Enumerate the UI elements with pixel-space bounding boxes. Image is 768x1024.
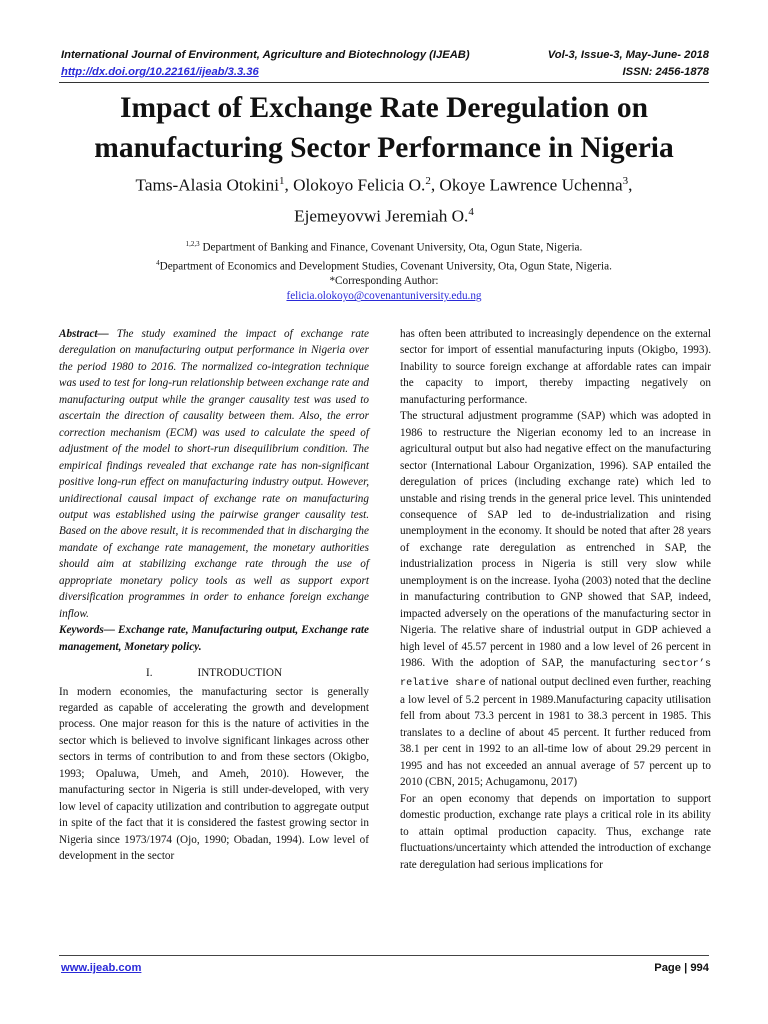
journal-name: International Journal of Environment, Agriculture and Biotechnology (IJEAB): [61, 49, 470, 61]
affiliation-2-text: Department of Economics and Development Studies, Covenant University, Ota, Ogun State, Nigeria.: [159, 260, 612, 273]
abstract: [59, 326, 369, 622]
affiliation-2: [50, 256, 718, 275]
issn: ISSN: 2456-1878: [622, 66, 709, 78]
doi-link[interactable]: http://dx.doi.org/10.22161/ijeab/3.3.36: [61, 66, 259, 78]
section-heading: [59, 665, 369, 681]
volume-issue: Vol-3, Issue-3, May-June- 2018: [547, 49, 709, 61]
section-number: I.: [145, 667, 153, 680]
author-2-sup: 2: [425, 175, 431, 187]
author-2: , Olokoyo Felicia O.: [284, 175, 426, 195]
corresponding-email-link[interactable]: felicia.olokoyo@covenantuniversity.edu.ng: [286, 290, 482, 303]
author-4: Ejemeyovwi Jeremiah O.: [294, 206, 469, 226]
author-list: [50, 168, 718, 229]
author-1: Tams-Alasia Otokini: [135, 175, 279, 195]
website-link[interactable]: www.ijeab.com: [61, 962, 142, 974]
intro-paragraph-3-part-b: of national output declined even further, reaching a low level of 5.2 percent in 1989.Manufacturing capacity utilisation fell from about 73.3 percent in 1981 to 38.3 percent in 1985. This translates to a decline of about 45 percent. It further reduced from 38.1 per cent in 1992 to an all-time low of about 29.29 percent in 1995 and has not exceeded an annual average of 57 percent up to 2010 (CBN, 2015; Achugamonu, 2017): [400, 675, 712, 789]
footer-divider: [59, 955, 709, 956]
header-divider: [59, 82, 709, 83]
left-column: [59, 326, 369, 865]
affiliation-1-sup: 1,2,3: [185, 240, 200, 248]
author-4-sup: 4: [468, 205, 474, 218]
abstract-label: Abstract—: [59, 328, 109, 340]
right-column: [400, 326, 711, 873]
affiliations: [50, 237, 718, 304]
author-sep: ,: [628, 175, 633, 195]
intro-paragraph-3: [400, 408, 711, 790]
intro-paragraph-3-mono: sector’s relative share: [400, 659, 711, 689]
affiliation-1-text: Department of Banking and Finance, Covenant University, Ota, Ogun State, Nigeria.: [199, 241, 583, 254]
section-title: INTRODUCTION: [197, 667, 283, 680]
intro-paragraph-2: has often been attributed to increasingly dependence on the external sector for import of essential manufacturing inputs (Okigbo, 1993). Inability to source foreign exchange at affordable rates can impair the capacity to import, thereby impacting negatively on manufacturing performance.: [400, 328, 711, 406]
paper-title: Impact of Exchange Rate Deregulation on manufacturing Sector Performance in Nigeria: [94, 92, 674, 164]
affiliation-2-sup: 4: [156, 258, 160, 267]
author-1-sup: 1: [278, 175, 285, 187]
intro-paragraph-4: For an open economy that depends on importation to support domestic production, exchange rate plays a critical role in its ability to attain optimal production capacity. Thus, exchange rate fluctuations/uncertainty which attended the introduction of exchange rate deregulation had serious implications for: [400, 792, 711, 871]
intro-paragraph-3-part-a: The structural adjustment programme (SAP) which was adopted in 1986 to restructure the Nigerian economy led to an increase in agricultural output but also had negative effect on the manufacturing sector (International Labour Organization, 1996). SAP entailed the deregulation of prices (including exchange rate) which led to unstable and rising trends in the general price level. This unintended consequence of SAP led to de-industrialization and rising unemployment in the economy. It should be noted that after 28 years of exchange rate deregulation as entrenched in SAP, the industrialization process in Nigeria is still very slow while unemployment is on the increase. Iyoha (2003) noted that the decline in manufacturing contribution to GNP showed that SAP, indeed, impacted adversely on the operations of the manufacturing sector in Nigeria. The relative share of industrial output in GDP achieved a high level of 45.57 percent in 1980 and a low level of 26 percent in 1986. With the adoption of SAP, the manufacturing: [400, 410, 711, 670]
affiliation-1: [50, 237, 718, 256]
keywords: Keywords— Exchange rate, Manufacturing output, Exchange rate management, Monetary policy.: [59, 624, 369, 653]
corresponding-author-label: *Corresponding Author:: [329, 275, 439, 288]
intro-paragraph-1: In modern economies, the manufacturing sector is generally regarded as capable of accelerating the growth and development process. One major reason for this is the nature of activities in the sector which is believed to involve significant linkages across other sectors in terms of contribution to and from these sectors (Okigbo, 1993; Opaluwa, Umeh, and Ameh, 2010). However, the manufacturing sector in Nigeria is still under-developed, with very low level of capacity utilization and contribution to aggregate output in spite of the fact that it is considered the fastest growing sector in Nigeria since 1973/1974 (Ojo, 1990; Obadan, 1994). Low level of development in the sector: [59, 685, 369, 863]
author-3: , Okoye Lawrence Uchenna: [430, 175, 623, 195]
abstract-text: The study examined the impact of exchange rate deregulation on manufacturing output performance in Nigeria over the period 1980 to 2016. The normalized co-integration technique was used to test for long-run relationship between exchange rate and manufacturing output while the granger causality test was used to ascertain the direction of causality between them. Also, the error correction mechanism (ECM) was used to calculate the speed of adjustment of the model to short-run disequilibrium condition. The empirical findings revealed that exchange rate has non-significant positive long-run effect on manufacturing industry output. However, unidirectional causal impact of exchange rate on manufacturing output was established using the pairwise granger causality test. Based on the above result, it is recommended that in discharging the mandate of exchange rate management, the monetary authorities should aim at stabilizing exchange rate through the use of appropriate monetary policy tools as well as support export diversification programmes in order to enhance foreign exchange inflow.: [59, 328, 369, 620]
author-3-sup: 3: [622, 175, 629, 187]
page-number: Page | 994: [654, 962, 709, 974]
